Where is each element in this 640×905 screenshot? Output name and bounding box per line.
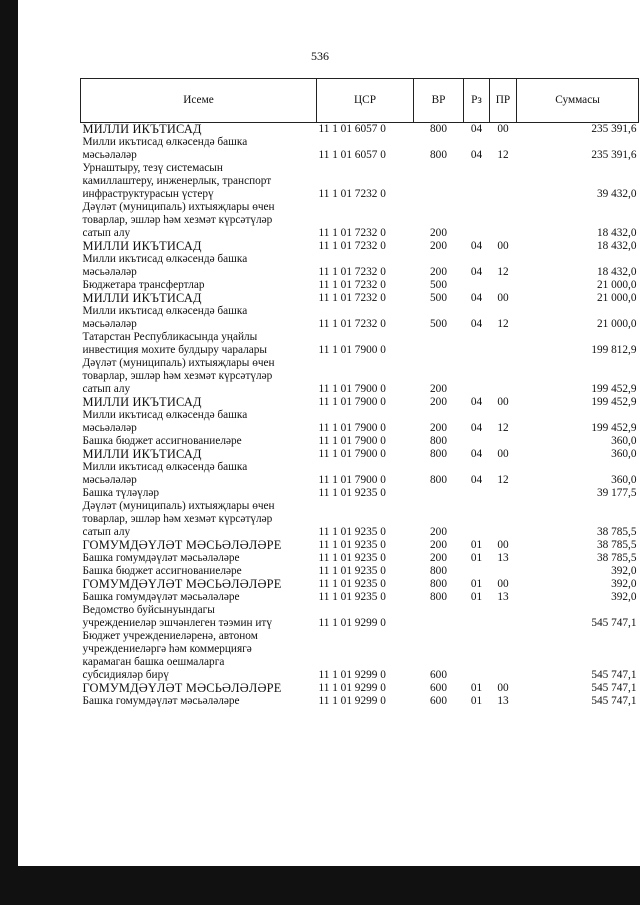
row-amount: 21 000,0 — [596, 318, 637, 330]
row-vr: 200 — [430, 526, 447, 538]
row-csr: 11 1 01 9299 0 — [318, 669, 386, 681]
row-vr: 800 — [430, 591, 447, 603]
row-name-line: Башка гомумдәүләт мәсьәләләре — [82, 695, 240, 707]
row-amount: 360,0 — [611, 448, 637, 460]
row-vr: 200 — [430, 539, 447, 551]
row-rz — [464, 565, 490, 578]
row-vr: 600 — [430, 669, 447, 681]
row-name-line: Ведомство буйсынуындагы — [82, 604, 215, 616]
row-csr: 11 1 01 9235 0 — [318, 487, 386, 499]
row-csr: 11 1 01 6057 0 — [318, 123, 386, 135]
row-vr: 800 — [430, 435, 447, 447]
row-amount: 18 432,0 — [596, 227, 637, 239]
row-csr: 11 1 01 9299 0 — [318, 682, 386, 694]
table-row — [81, 604, 639, 630]
row-name-line: ГОМУМДӘҮЛӘТ МӘСЬӘЛӘЛӘРЕ — [82, 577, 282, 591]
table-row — [81, 552, 639, 565]
row-vr — [414, 162, 464, 201]
row-name — [81, 695, 317, 708]
row-pr — [490, 279, 517, 292]
row-name — [81, 539, 317, 552]
row-csr: 11 1 01 7900 0 — [318, 448, 386, 460]
table-row — [81, 461, 639, 487]
row-rz — [464, 331, 490, 357]
row-csr: 11 1 01 7900 0 — [318, 383, 386, 395]
row-name — [81, 292, 317, 305]
row-csr: 11 1 01 7232 0 — [318, 318, 386, 330]
row-pr — [490, 487, 517, 500]
row-name-line: ГОМУМДӘҮЛӘТ МӘСЬӘЛӘЛӘРЕ — [82, 538, 282, 552]
row-vr: 800 — [430, 565, 447, 577]
row-name-line: инфраструктурасын үстерү — [82, 188, 214, 200]
row-vr: 800 — [430, 448, 447, 460]
row-rz: 04 — [470, 292, 483, 304]
row-amount: 38 785,5 — [596, 552, 637, 564]
header-pr: ПР — [490, 79, 517, 123]
table-row — [81, 292, 639, 305]
row-pr: 12 — [497, 474, 509, 486]
row-vr: 600 — [430, 682, 447, 694]
row-name — [81, 409, 317, 435]
row-pr: 00 — [497, 682, 509, 694]
row-pr: 12 — [497, 422, 509, 434]
row-name-line: товарлар, эшләр һәм хезмәт күрсәтүләр — [82, 370, 273, 382]
row-name-line: учреждениеләргә һәм коммерциягә — [82, 643, 252, 655]
row-name-line: Милли икътисад өлкәсендә башка — [82, 409, 248, 421]
row-csr: 11 1 01 7232 0 — [318, 292, 386, 304]
row-csr: 11 1 01 7232 0 — [318, 279, 386, 291]
row-amount: 38 785,5 — [596, 526, 637, 538]
row-pr — [490, 604, 517, 630]
row-name-line: мәсьәләләр — [82, 318, 137, 330]
row-name — [81, 305, 317, 331]
row-pr: 00 — [497, 292, 509, 304]
row-name — [81, 201, 317, 240]
row-amount: 18 432,0 — [596, 266, 637, 278]
row-name-line: инвестиция мохите булдыру чаралары — [82, 344, 268, 356]
row-name-line: Урнаштыру, тезү системасын — [82, 162, 223, 174]
row-rz — [464, 630, 490, 682]
row-name-line: Бюджет учреждениеләренә, автоном — [82, 630, 258, 642]
header-csr: ЦСР — [317, 79, 414, 123]
table-row — [81, 448, 639, 461]
table-row — [81, 357, 639, 396]
row-name — [81, 500, 317, 539]
row-rz — [464, 201, 490, 240]
row-vr: 200 — [430, 266, 447, 278]
row-csr: 11 1 01 7900 0 — [318, 435, 386, 447]
row-name-line: мәсьәләләр — [82, 149, 137, 161]
row-csr: 11 1 01 7900 0 — [318, 344, 386, 356]
row-csr: 11 1 01 7900 0 — [318, 422, 386, 434]
row-amount: 545 747,1 — [591, 669, 637, 681]
header-vr: ВР — [414, 79, 464, 123]
table-row — [81, 591, 639, 604]
row-pr: 00 — [497, 539, 509, 551]
row-name — [81, 240, 317, 253]
row-csr: 11 1 01 7232 0 — [318, 188, 386, 200]
table-body — [81, 123, 639, 709]
row-vr: 600 — [430, 695, 447, 707]
row-csr: 11 1 01 7232 0 — [318, 227, 386, 239]
row-name-line: МИЛЛИ ИКЪТИСАД — [82, 122, 202, 136]
row-name-line: камиллаштеру, инженерлык, транспорт — [82, 175, 272, 187]
row-rz — [464, 604, 490, 630]
table-row — [81, 136, 639, 162]
row-vr — [414, 331, 464, 357]
row-name-line: мәсьәләләр — [82, 474, 137, 486]
table-row — [81, 409, 639, 435]
row-name-line: учреждениеләр эшчәнлеген тәэмин итү — [82, 617, 272, 629]
row-name — [81, 578, 317, 591]
row-name-line: МИЛЛИ ИКЪТИСАД — [82, 239, 202, 253]
row-name — [81, 630, 317, 682]
row-amount: 545 747,1 — [591, 682, 637, 694]
row-name-line: МИЛЛИ ИКЪТИСАД — [82, 291, 202, 305]
row-rz: 01 — [470, 695, 483, 707]
budget-table — [80, 78, 639, 708]
row-name — [81, 396, 317, 409]
row-name-line: МИЛЛИ ИКЪТИСАД — [82, 395, 202, 409]
row-csr: 11 1 01 7232 0 — [318, 266, 386, 278]
header-amount: Суммасы — [517, 79, 639, 123]
scan-border-left — [0, 0, 18, 905]
table-row — [81, 396, 639, 409]
table-header-row — [81, 79, 639, 123]
row-rz: 01 — [470, 591, 483, 603]
row-rz — [464, 279, 490, 292]
row-amount: 199 452,9 — [591, 396, 637, 408]
table-row — [81, 630, 639, 682]
row-rz: 04 — [470, 448, 483, 460]
header-name: Исеме — [81, 79, 317, 123]
row-name — [81, 591, 317, 604]
row-rz: 04 — [470, 266, 483, 278]
row-name-line: Милли икътисад өлкәсендә башка — [82, 461, 248, 473]
row-csr: 11 1 01 6057 0 — [318, 149, 386, 161]
row-vr — [414, 487, 464, 500]
row-rz — [464, 487, 490, 500]
row-csr: 11 1 01 9299 0 — [318, 617, 386, 629]
row-name-line: сатып алу — [82, 227, 131, 239]
row-pr: 13 — [497, 552, 509, 564]
row-name — [81, 136, 317, 162]
row-rz: 04 — [470, 123, 483, 135]
row-pr — [490, 500, 517, 539]
row-amount: 235 391,6 — [591, 123, 637, 135]
row-name — [81, 461, 317, 487]
row-name-line: Дәүләт (муниципаль) ихтыяҗлары өчен — [82, 357, 275, 369]
row-csr: 11 1 01 9299 0 — [318, 695, 386, 707]
row-name-line: товарлар, эшләр һәм хезмәт күрсәтүләр — [82, 513, 273, 525]
row-rz: 01 — [470, 552, 483, 564]
row-vr: 500 — [430, 318, 447, 330]
row-amount: 360,0 — [611, 435, 637, 447]
row-pr: 00 — [497, 578, 509, 590]
row-pr — [490, 331, 517, 357]
row-vr: 800 — [430, 578, 447, 590]
row-vr: 800 — [430, 149, 447, 161]
row-name — [81, 162, 317, 201]
table-row — [81, 578, 639, 591]
scan-border-bottom — [18, 866, 640, 905]
row-vr — [414, 604, 464, 630]
row-name — [81, 487, 317, 500]
row-pr — [490, 435, 517, 448]
row-amount: 21 000,0 — [596, 292, 637, 304]
row-name-line: Дәүләт (муниципаль) ихтыяҗлары өчен — [82, 500, 275, 512]
table-row — [81, 305, 639, 331]
row-vr: 200 — [430, 396, 447, 408]
row-vr: 800 — [430, 474, 447, 486]
row-amount: 39 177,5 — [596, 487, 637, 499]
row-amount: 392,0 — [611, 565, 637, 577]
row-name — [81, 552, 317, 565]
row-pr: 12 — [497, 266, 509, 278]
row-name-line: мәсьәләләр — [82, 422, 137, 434]
row-rz — [464, 357, 490, 396]
row-csr: 11 1 01 9235 0 — [318, 591, 386, 603]
row-rz — [464, 500, 490, 539]
row-name-line: Башка гомумдәүләт мәсьәләләре — [82, 591, 240, 603]
table-row — [81, 162, 639, 201]
row-vr: 200 — [430, 240, 447, 252]
table-row — [81, 487, 639, 500]
row-amount: 235 391,6 — [591, 149, 637, 161]
row-rz — [464, 435, 490, 448]
row-name-line: сатып алу — [82, 526, 131, 538]
row-rz: 01 — [470, 682, 483, 694]
row-csr: 11 1 01 9235 0 — [318, 565, 386, 577]
row-csr: 11 1 01 7232 0 — [318, 240, 386, 252]
row-csr: 11 1 01 9235 0 — [318, 526, 386, 538]
row-amount: 199 452,9 — [591, 422, 637, 434]
header-rz: Рз — [464, 79, 490, 123]
row-csr: 11 1 01 9235 0 — [318, 539, 386, 551]
row-name — [81, 357, 317, 396]
row-name — [81, 682, 317, 695]
row-pr: 13 — [497, 591, 509, 603]
row-rz — [464, 162, 490, 201]
row-name-line: Милли икътисад өлкәсендә башка — [82, 253, 248, 265]
row-pr: 12 — [497, 149, 509, 161]
row-amount: 392,0 — [611, 578, 637, 590]
row-rz: 04 — [470, 240, 483, 252]
row-name-line: Башка түләүләр — [82, 487, 160, 499]
row-rz: 01 — [470, 578, 483, 590]
row-csr: 11 1 01 9235 0 — [318, 578, 386, 590]
row-amount: 38 785,5 — [596, 539, 637, 551]
row-name — [81, 253, 317, 279]
row-rz: 04 — [470, 149, 483, 161]
row-csr: 11 1 01 7900 0 — [318, 474, 386, 486]
row-amount: 360,0 — [611, 474, 637, 486]
row-rz: 04 — [470, 318, 483, 330]
row-vr: 200 — [430, 422, 447, 434]
row-rz: 04 — [470, 422, 483, 434]
row-pr: 00 — [497, 448, 509, 460]
table-row — [81, 695, 639, 708]
row-name-line: МИЛЛИ ИКЪТИСАД — [82, 447, 202, 461]
row-csr: 11 1 01 9235 0 — [318, 552, 386, 564]
row-name — [81, 448, 317, 461]
row-pr — [490, 201, 517, 240]
row-rz: 04 — [470, 396, 483, 408]
row-amount: 18 432,0 — [596, 240, 637, 252]
table-row — [81, 682, 639, 695]
table-row — [81, 240, 639, 253]
row-amount: 39 432,0 — [596, 188, 637, 200]
row-vr: 500 — [430, 279, 447, 291]
row-amount: 199 812,9 — [591, 344, 637, 356]
row-name-line: Бюджетара трансфертлар — [82, 279, 205, 291]
row-vr: 800 — [430, 123, 447, 135]
row-name-line: мәсьәләләр — [82, 266, 137, 278]
row-name-line: Дәүләт (муниципаль) ихтыяҗлары өчен — [82, 201, 275, 213]
table-row — [81, 253, 639, 279]
row-name — [81, 331, 317, 357]
row-name-line: Башка гомумдәүләт мәсьәләләре — [82, 552, 240, 564]
table-row — [81, 500, 639, 539]
row-amount: 392,0 — [611, 591, 637, 603]
row-amount: 199 452,9 — [591, 383, 637, 395]
row-pr: 13 — [497, 695, 509, 707]
row-name-line: Милли икътисад өлкәсендә башка — [82, 305, 248, 317]
table-row — [81, 201, 639, 240]
table-row — [81, 123, 639, 137]
row-pr: 00 — [497, 240, 509, 252]
row-pr — [490, 630, 517, 682]
row-name-line: субсидияләр бирү — [82, 669, 169, 681]
row-pr — [490, 565, 517, 578]
row-name — [81, 123, 317, 137]
row-amount: 545 747,1 — [591, 617, 637, 629]
row-pr — [490, 357, 517, 396]
row-vr: 200 — [430, 227, 447, 239]
row-name-line: ГОМУМДӘҮЛӘТ МӘСЬӘЛӘЛӘРЕ — [82, 681, 282, 695]
row-pr: 00 — [497, 396, 509, 408]
row-amount: 21 000,0 — [596, 279, 637, 291]
table-row — [81, 539, 639, 552]
page-number: 536 — [311, 49, 329, 63]
row-name-line: Милли икътисад өлкәсендә башка — [82, 136, 248, 148]
table-row — [81, 331, 639, 357]
row-vr: 200 — [430, 383, 447, 395]
row-vr: 200 — [430, 552, 447, 564]
row-pr: 12 — [497, 318, 509, 330]
row-name-line: сатып алу — [82, 383, 131, 395]
row-name-line: Башка бюджет ассигнованиеләре — [82, 565, 242, 577]
row-name-line: Татарстан Республикасында уңайлы — [82, 331, 258, 343]
row-csr: 11 1 01 7900 0 — [318, 396, 386, 408]
row-rz: 04 — [470, 474, 483, 486]
row-name-line: карамаган башка оешмаларга — [82, 656, 225, 668]
row-pr: 00 — [497, 123, 509, 135]
row-name-line: товарлар, эшләр һәм хезмәт күрсәтүләр — [82, 214, 273, 226]
row-rz: 01 — [470, 539, 483, 551]
row-amount: 545 747,1 — [591, 695, 637, 707]
row-name — [81, 604, 317, 630]
row-vr: 500 — [430, 292, 447, 304]
row-name-line: Башка бюджет ассигнованиеләре — [82, 435, 242, 447]
row-pr — [490, 162, 517, 201]
